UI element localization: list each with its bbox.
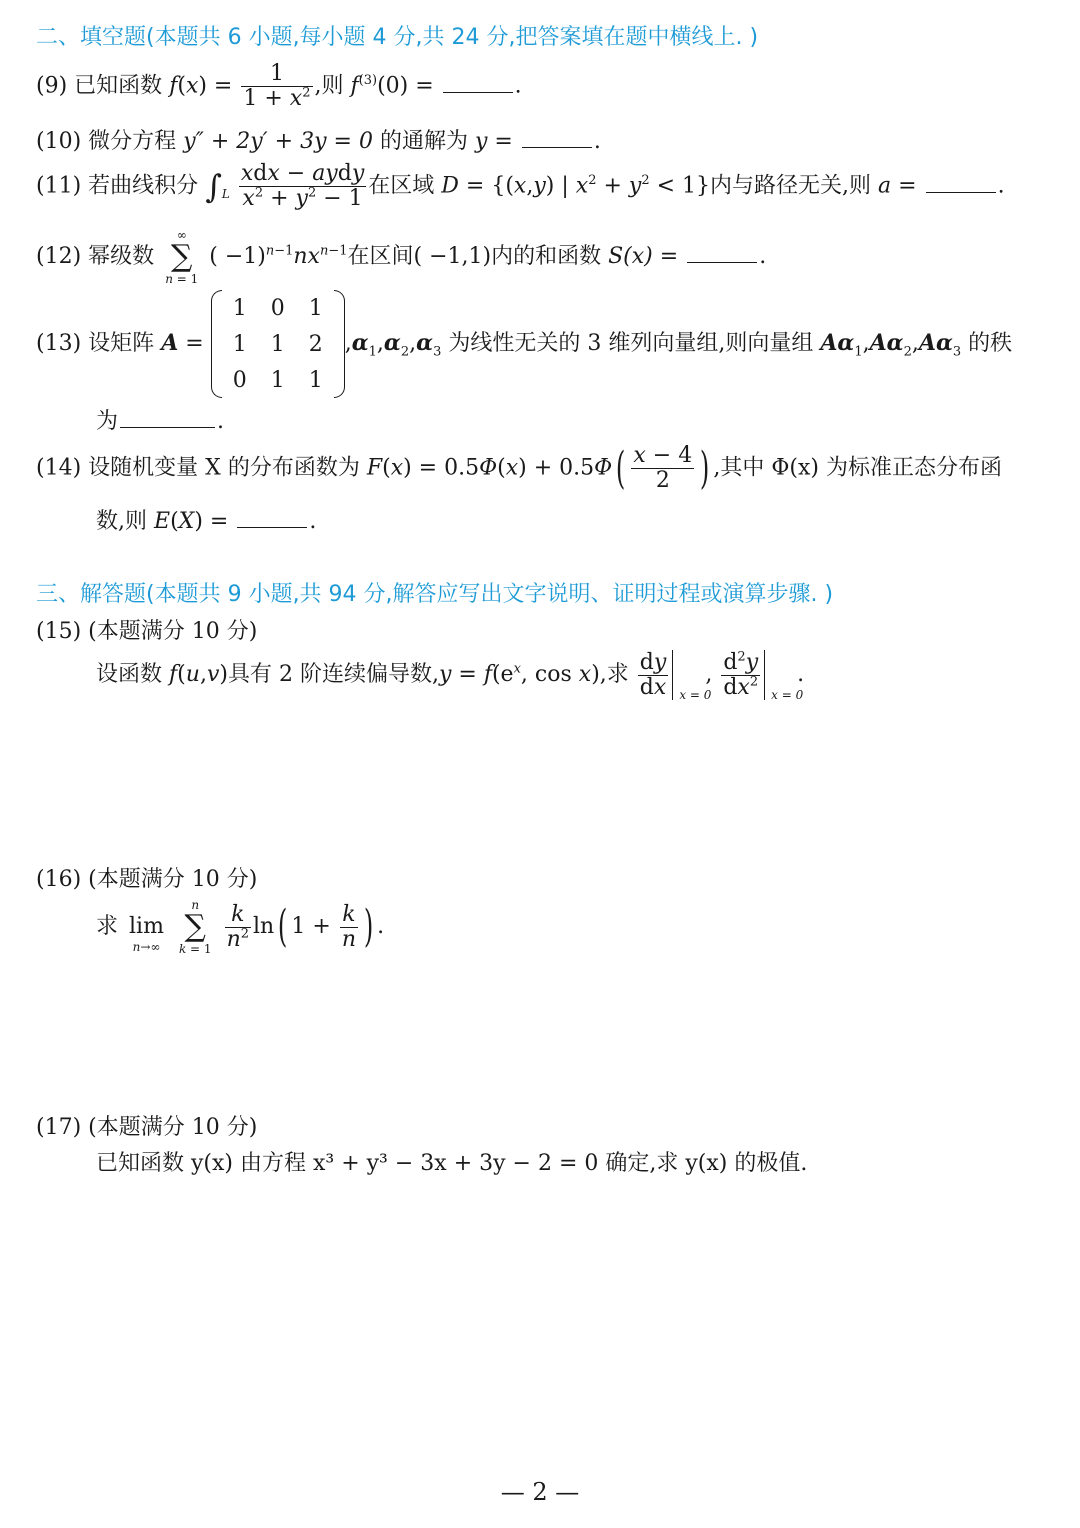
q12-text-b: 在区间( −1,1)内的和函数 [347, 244, 602, 269]
q10-equation: y″ + 2y′ + 3y = 0 [183, 129, 373, 154]
question-16-header [36, 862, 257, 893]
question-15-header [36, 614, 257, 645]
q12-sum-symbol: ∞ ∑ n = 1 [165, 228, 199, 286]
question-17-header [36, 1110, 257, 1141]
q16-score: (本题满分 10 分) [88, 867, 258, 892]
q10-text-a: 微分方程 [88, 129, 177, 154]
q11-text-d: a = [878, 173, 917, 199]
q13-text-d: 为 [96, 409, 119, 434]
q13-number: (13) [36, 331, 82, 356]
q9-number: (9) [36, 73, 68, 99]
q14-text-c: 数,则 [96, 509, 147, 534]
question-11: (11) 若曲线积分 $\int_L$ $\frac{\text{xdx − aydy}}{x^2 + y^2 - 1}$ 在区域 D = {(x,y) | $x^2 + y^2 < 1$}内与路径无关,则 a = . [36, 161, 1005, 211]
section-2-title: 二、填空题(本题共 6 小题,每小题 4 分,共 24 分,把答案填在题中横线上. ) [36, 25, 759, 50]
question-15-body: 设函数 f(u,v)具有 2 阶连续偏导数$,y = f(e^x$, cos x),求 $\frac{dy}{dx}$ x = 0 , $\frac{d^2y}{dx^2}$ x = 0 . [96, 649, 805, 702]
q10-text-b: 的通解为 [379, 129, 468, 154]
question-14-continued: 数,则 E(X) = . [96, 509, 317, 534]
q9-text-b: ,则 [314, 73, 344, 99]
q15-text-a: 设函数 [96, 662, 163, 687]
q15-score: (本题满分 10 分) [88, 619, 258, 644]
q15-text-b: 具有 2 阶连续偏导数, [227, 662, 439, 687]
q11-number: (11) [36, 173, 82, 199]
q17-score: (本题满分 10 分) [88, 1115, 258, 1140]
q9-text-c: (0) = [377, 73, 434, 99]
q13-text-c: 的秩 [968, 331, 1013, 356]
q9-text-a: 已知函数 [74, 73, 163, 99]
q16-text-a: 求 [96, 914, 119, 939]
q14-answer-blank[interactable] [237, 526, 307, 528]
q14-text-a: 设随机变量 X 的分布函数为 [88, 455, 360, 481]
q13-text-b: 为线性无关的 3 维列向量组,则向量组 [448, 331, 814, 356]
q14-number: (14) [36, 455, 82, 481]
q15-text-c: ,求 [599, 662, 629, 687]
question-16-body: 求 lim n→∞ n ∑ k = 1 $\frac{k}{n^2}$ ln( 1 + $\frac{k}{n}$ ) . [96, 898, 385, 956]
q13-answer-blank[interactable] [120, 426, 215, 428]
question-10: (10) 微分方程 y″ + 2y′ + 3y = 0 的通解为 y = . [36, 129, 601, 154]
q10-text-c: y = [474, 129, 513, 154]
q13-matrix: 1 0 1 1 1 2 0 1 1 [211, 290, 345, 398]
q9-fraction: $\frac{1}{1 + x^2}$ [243, 61, 311, 111]
q11-answer-blank[interactable] [926, 191, 996, 193]
page-number: — 2 — [500, 1478, 580, 1506]
q10-number: (10) [36, 129, 82, 154]
question-13-continued: 为 . [96, 409, 225, 434]
question-14: (14) 设随机变量 X 的分布函数为 F(x) = 0.5Φ(x) + 0.5Φ( $\frac{x - 4}{2}$ ) ,其中 Φ(x) 为标准正态分布函 [36, 442, 1002, 494]
section-3-title: 三、解答题(本题共 9 小题,共 94 分,解答应写出文字说明、证明过程或演算步骤. ) [36, 582, 834, 607]
question-9: (9) 已知函数 f(x) = $\frac{1}{1 + x^2}$ ,则 $f^{(3)}(0)$ = . [36, 61, 522, 111]
q11-fraction: $\frac{\text{xdx − aydy}}{x^2 + y^2 - 1}$ [240, 161, 365, 211]
q12-answer-blank[interactable] [687, 261, 757, 263]
q11-text-a: 若曲线积分 [88, 173, 199, 199]
q10-answer-blank[interactable] [522, 146, 592, 148]
q11-text-b: 在区域 [368, 173, 435, 199]
q15-number: (15) [36, 619, 82, 644]
q12-number: (12) [36, 244, 82, 269]
q16-number: (16) [36, 867, 82, 892]
q12-text-c: S(x) = [608, 244, 679, 269]
q9-answer-blank[interactable] [443, 91, 513, 93]
question-13: (13) 设矩阵 A = 1 0 1 1 1 2 0 1 1 $,\alpha_1,\alpha_2,\alpha_3$ 为线性无关的 3 维列向量组,则向量组 $A\alpha_1,A\alpha_2,A\alpha_3$ 的秩 [36, 290, 1012, 398]
question-17-body: 已知函数 y(x) 由方程 x³ + y³ − 3x + 3y − 2 = 0 确定,求 y(x) 的极值. [96, 1151, 808, 1176]
q13-text-a: 设矩阵 [88, 331, 155, 356]
q16-sum-symbol: n ∑ k = 1 [178, 898, 212, 956]
q11-text-c: 内与路径无关,则 [710, 173, 872, 199]
question-12: (12) 幂级数 ∞ ∑ n = 1 ( $-1)^{n-1}nx^{n-1}$在区间( −1,1)内的和函数 S(x) = . [36, 228, 767, 286]
q12-text-a: 幂级数 [88, 244, 155, 269]
q16-limit: lim n→∞ [129, 914, 164, 954]
q17-number: (17) [36, 1115, 82, 1140]
q14-text-b: ,其中 Φ(x) 为标准正态分布函 [713, 455, 1002, 481]
